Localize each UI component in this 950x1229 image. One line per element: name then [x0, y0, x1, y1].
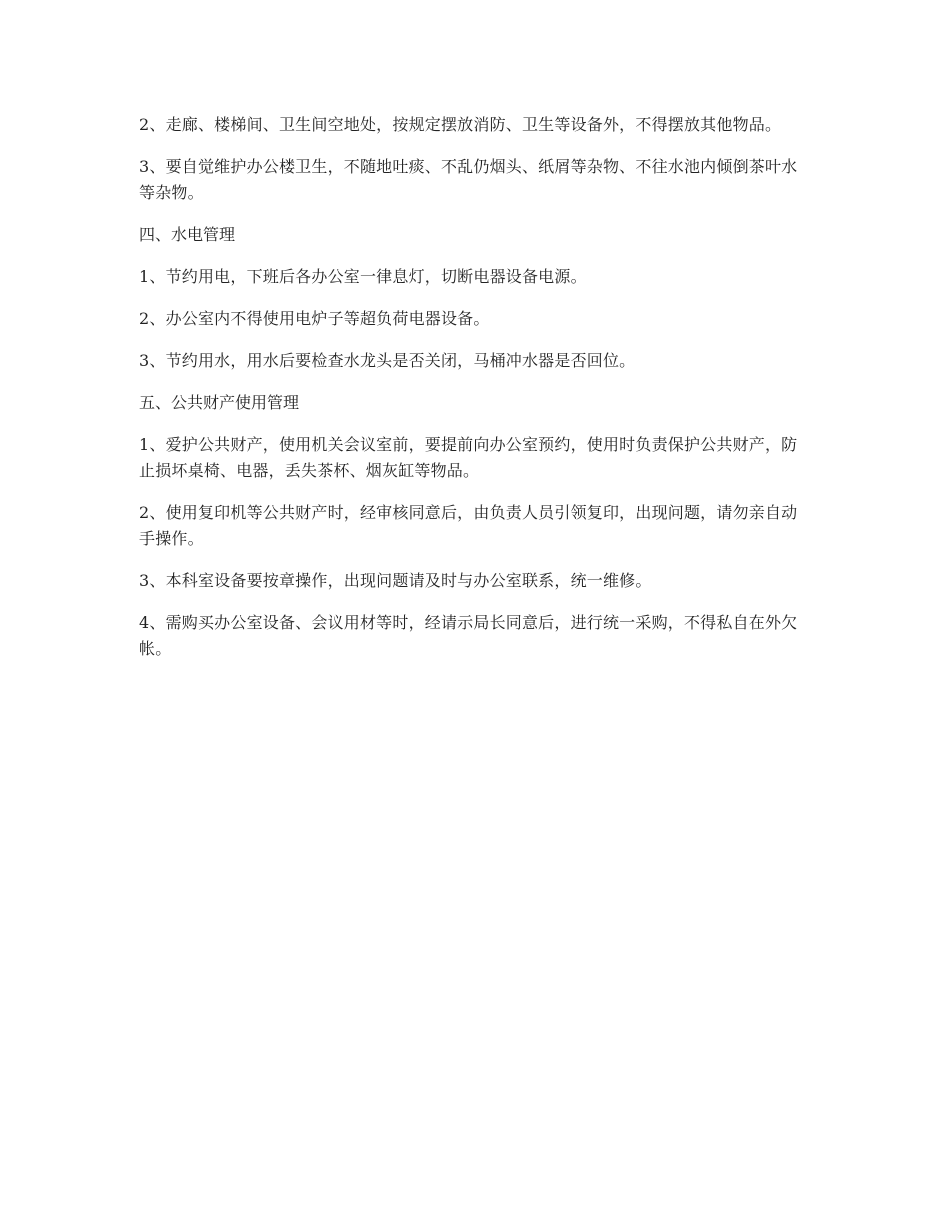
paragraph-item: 2、走廊、楼梯间、卫生间空地处，按规定摆放消防、卫生等设备外，不得摆放其他物品。 [139, 115, 782, 134]
document-page [139, 112, 803, 678]
paragraph-item: 1、节约用电，下班后各办公室一律息灯，切断电器设备电源。 [139, 267, 587, 286]
section-heading: 四、水电管理 [139, 225, 236, 244]
paragraph-item: 3、节约用水，用水后要检查水龙头是否关闭，马桶冲水器是否回位。 [139, 351, 636, 370]
paragraph-item: 3、要自觉维护办公楼卫生，不随地吐痰、不乱仍烟头、纸屑等杂物、不往水池内倾倒茶叶水等杂物。 [139, 157, 798, 202]
paragraph-item: 4、需购买办公室设备、会议用材等时，经请示局长同意后，进行统一采购，不得私自在外欠帐。 [139, 613, 798, 658]
paragraph-item: 3、本科室设备要按章操作，出现问题请及时与办公室联系，统一维修。 [139, 571, 652, 590]
paragraph-item: 2、使用复印机等公共财产时，经审核同意后，由负责人员引领复印，出现问题，请勿亲自动手操作。 [139, 503, 798, 548]
paragraph-item: 2、办公室内不得使用电炉子等超负荷电器设备。 [139, 309, 490, 328]
section-heading: 五、公共财产使用管理 [139, 393, 300, 412]
paragraph-item: 1、爱护公共财产，使用机关会议室前，要提前向办公室预约，使用时负责保护公共财产，防止损坏桌椅、电器，丢失茶杯、烟灰缸等物品。 [139, 435, 798, 480]
